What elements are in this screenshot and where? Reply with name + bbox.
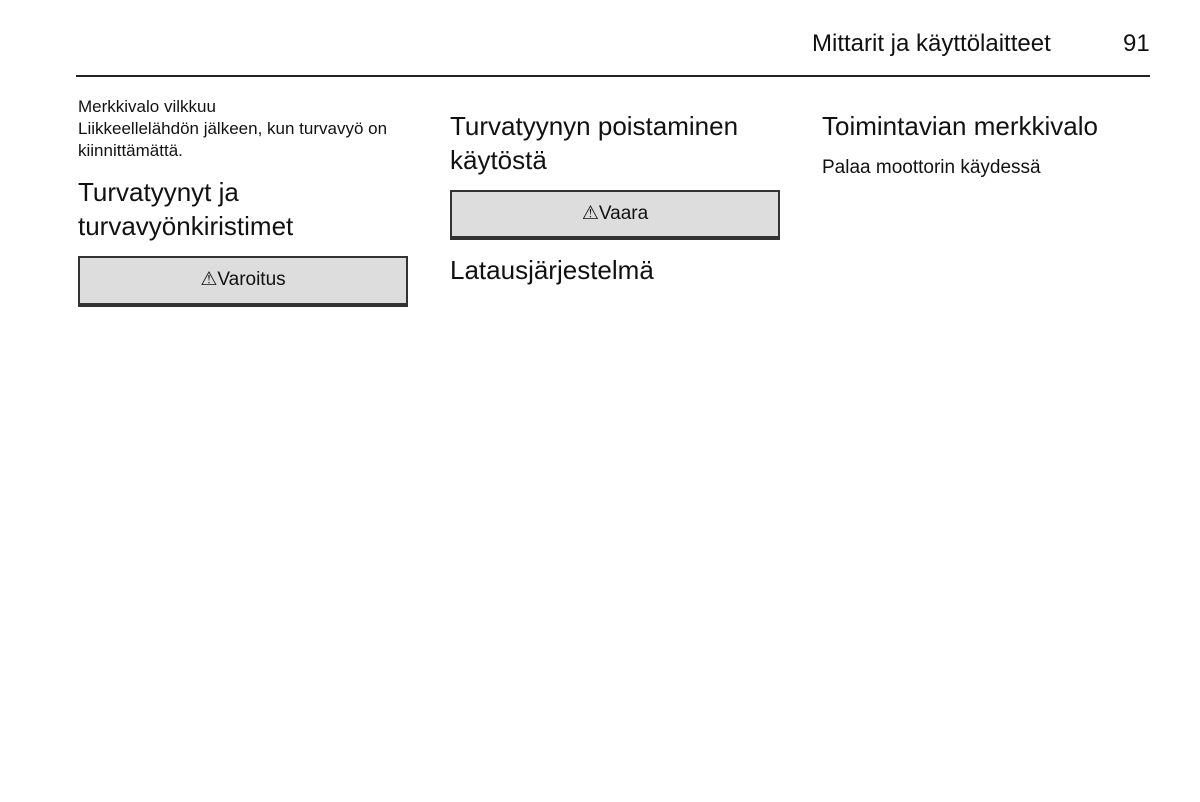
subheading: Merkkivalo vilkkuu — [78, 97, 216, 116]
section-heading: Latausjärjestelmä — [450, 255, 654, 286]
section-heading: Toimintavian merkkivalo — [822, 111, 1098, 141]
page-number: 91 — [1123, 30, 1150, 57]
header-title: Mittarit ja käyttölaitteet — [812, 30, 1051, 57]
paragraph: Liikkeellelähdön jälkeen, kun turvavyö on kiinnittämättä. — [78, 119, 388, 161]
column-1 — [78, 96, 408, 319]
section-heading: Turvatyynyt ja turvavyönkiristimet — [78, 177, 294, 242]
danger-box — [450, 190, 780, 241]
section-heading: Turvatyynyn poistaminen käytöstä — [450, 111, 739, 175]
warning-title: ⚠Varoitus — [80, 258, 406, 305]
danger-title: ⚠Vaara — [452, 192, 778, 239]
header-rule — [76, 75, 1150, 77]
warning-box — [78, 256, 408, 307]
subheading: Palaa moottorin käydessä — [822, 156, 1041, 178]
column-3 — [822, 96, 1152, 182]
column-2 — [450, 96, 780, 292]
